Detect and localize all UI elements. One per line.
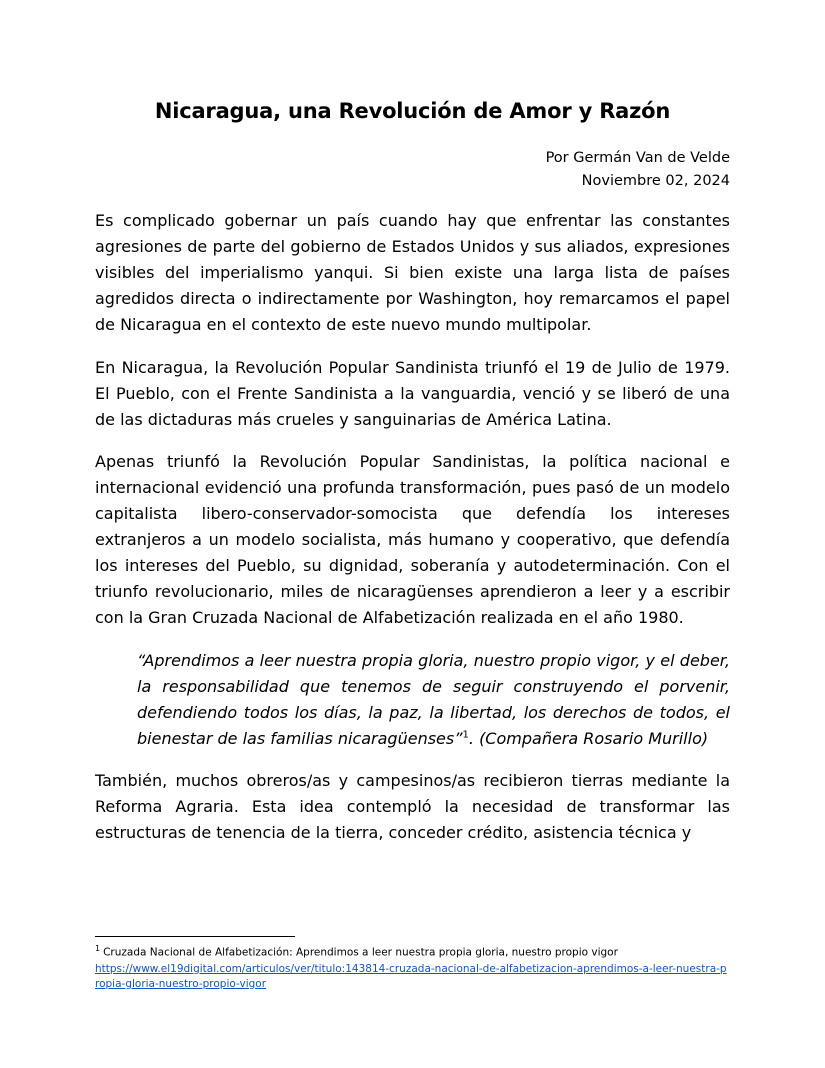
blockquote xyxy=(137,648,730,752)
paragraph-1: Es complicado gobernar un país cuando hay que enfrentar las constantes agresiones de parte del gobierno de Estados Unidos y sus aliados, expresiones visibles del imperialismo yanqui. Si bien existe una larga lista de países agredidos directa o indirectamente por Washington, hoy remarcamos el papel de Nicaragua en el contexto de este nuevo mundo multipolar. xyxy=(95,211,730,334)
paragraph-4: También, muchos obreros/as y campesinos/as recibieron tierras mediante la Reforma Agraria. Esta idea contempló la necesidad de transformar las estructuras de tenencia de la tierra, conceder crédito, asistencia técnica y xyxy=(95,771,730,843)
byline xyxy=(95,147,730,192)
quote-text-main: “Aprendimos a leer nuestra propia gloria, nuestro propio vigor, y el deber, la responsabilidad que tenemos de seguir construyendo el porvenir, defendiendo todos los días, la paz, la libertad, los derechos de todos, el bienestar de las familias nicaragüenses” xyxy=(137,650,730,748)
byline-author: Por Germán Van de Velde xyxy=(545,150,730,167)
footnote-separator xyxy=(95,936,295,937)
footnote-reference[interactable]: 1 xyxy=(462,729,469,741)
byline-date: Noviembre 02, 2024 xyxy=(581,172,730,189)
page-title: Nicaragua, una Revolución de Amor y Razón xyxy=(154,99,671,123)
footnote-marker: 1 xyxy=(95,943,101,953)
quote-attribution: . (Compañera Rosario Murillo) xyxy=(468,728,709,748)
footnote-text: Cruzada Nacional de Alfabetización: Aprendimos a leer nuestra propia gloria, nuestro propio vigor xyxy=(103,946,618,959)
footnote-entry xyxy=(95,943,730,992)
footnote-area xyxy=(95,936,730,992)
paragraph-2: En Nicaragua, la Revolución Popular Sandinista triunfó el 19 de Julio de 1979. El Pueblo, con el Frente Sandinista a la vanguardia, venció y se liberó de una de las dictaduras más crueles y sanguinarias de América Latina. xyxy=(95,357,730,429)
paragraph-3: Apenas triunfó la Revolución Popular Sandinistas, la política nacional e internacional evidenció una profunda transformación, pues pasó de un modelo capitalista libero-conservador-somocista que defendía los intereses extranjeros a un modelo socialista, más humano y cooperativo, que defendía los intereses del Pueblo, su dignidad, soberanía y autodeterminación. Con el triunfo revolucionario, miles de nicaragüenses aprendieron a leer y a escribir con la Gran Cruzada Nacional de Alfabetización realizada en el año 1980. xyxy=(95,452,730,627)
footnote-link[interactable]: https://www.el19digital.com/articulos/ver/titulo:143814-cruzada-nacional-de-alfabetizacion-aprendimos-a-leer-nuestra-propia-gloria-nuestro-propio-vigor xyxy=(95,962,727,990)
